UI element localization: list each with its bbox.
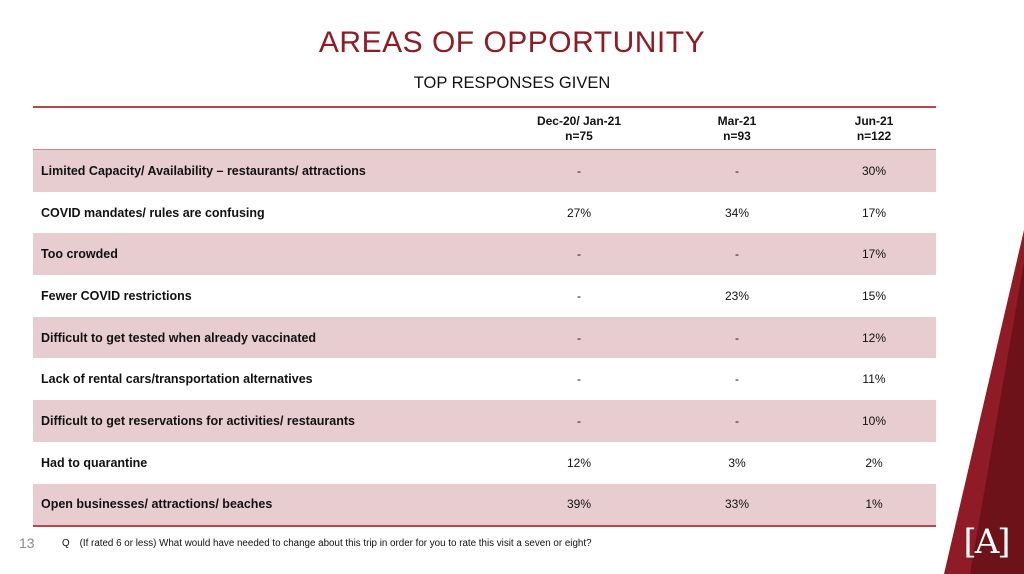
table-row <box>33 400 936 442</box>
corner-decoration <box>944 0 1024 574</box>
cell-mar: - <box>735 372 739 387</box>
table-row <box>33 317 936 359</box>
cell-mar: - <box>735 413 739 428</box>
table-row <box>33 275 936 317</box>
question-footnote <box>62 538 592 549</box>
column-label: Dec-20/ Jan-21 <box>536 113 622 128</box>
table-row <box>33 233 936 275</box>
table-row <box>33 150 936 192</box>
table-row <box>33 358 936 400</box>
question-text: (If rated 6 or less) What would have needed to change about this trip in order for you to rate this visit a seven or eight? <box>79 538 592 549</box>
column-label: Jun-21 <box>854 113 894 128</box>
cell-dec-jan: - <box>577 372 581 387</box>
cell-jun: 1% <box>865 497 883 512</box>
results-table <box>33 106 936 527</box>
page-title: AREAS OF OPPORTUNITY <box>318 26 706 59</box>
table-row <box>33 192 936 234</box>
cell-jun: 2% <box>865 455 883 470</box>
row-label: Limited Capacity/ Availability – restaurants/ attractions <box>41 163 366 178</box>
question-label: Q <box>62 538 70 549</box>
cell-jun: 15% <box>861 288 887 303</box>
cell-mar: 33% <box>724 497 750 512</box>
cell-jun: 30% <box>861 163 887 178</box>
cell-jun: 10% <box>861 413 887 428</box>
cell-mar: - <box>735 247 739 262</box>
row-label: Difficult to get tested when already vaccinated <box>41 330 317 345</box>
cell-mar: - <box>735 330 739 345</box>
table-header <box>33 108 936 150</box>
cell-mar: 23% <box>724 288 750 303</box>
cell-mar: 3% <box>728 455 746 470</box>
row-label: Had to quarantine <box>41 455 148 470</box>
cell-jun: 17% <box>861 205 887 220</box>
page-subtitle: TOP RESPONSES GIVEN <box>413 74 611 92</box>
brand-logo: [A] <box>963 522 1009 562</box>
table-row <box>33 442 936 484</box>
row-label: Lack of rental cars/transportation alternatives <box>41 372 313 387</box>
cell-dec-jan: - <box>577 247 581 262</box>
cell-dec-jan: 12% <box>566 455 592 470</box>
cell-dec-jan: - <box>577 288 581 303</box>
column-sample-size: n=93 <box>723 128 751 143</box>
column-header-dec-jan <box>496 114 662 144</box>
row-label: Open businesses/ attractions/ beaches <box>41 497 273 512</box>
cell-jun: 17% <box>861 247 887 262</box>
row-label: Too crowded <box>41 247 118 262</box>
column-header-mar <box>662 114 812 144</box>
cell-jun: 12% <box>861 330 887 345</box>
cell-dec-jan: - <box>577 413 581 428</box>
cell-mar: - <box>735 163 739 178</box>
cell-dec-jan: - <box>577 330 581 345</box>
cell-dec-jan: 27% <box>566 205 592 220</box>
row-label: Fewer COVID restrictions <box>41 288 192 303</box>
cell-mar: 34% <box>724 205 750 220</box>
row-label: Difficult to get reservations for activities/ restaurants <box>41 413 355 428</box>
column-header-jun <box>812 114 936 144</box>
cell-jun: 11% <box>862 372 886 387</box>
cell-dec-jan: - <box>577 163 581 178</box>
table-row <box>33 484 936 526</box>
row-label: COVID mandates/ rules are confusing <box>41 205 265 220</box>
page-number: 13 <box>19 535 35 551</box>
column-sample-size: n=75 <box>565 128 593 143</box>
column-label: Mar-21 <box>717 113 757 128</box>
cell-dec-jan: 39% <box>566 497 592 512</box>
column-sample-size: n=122 <box>856 128 892 143</box>
